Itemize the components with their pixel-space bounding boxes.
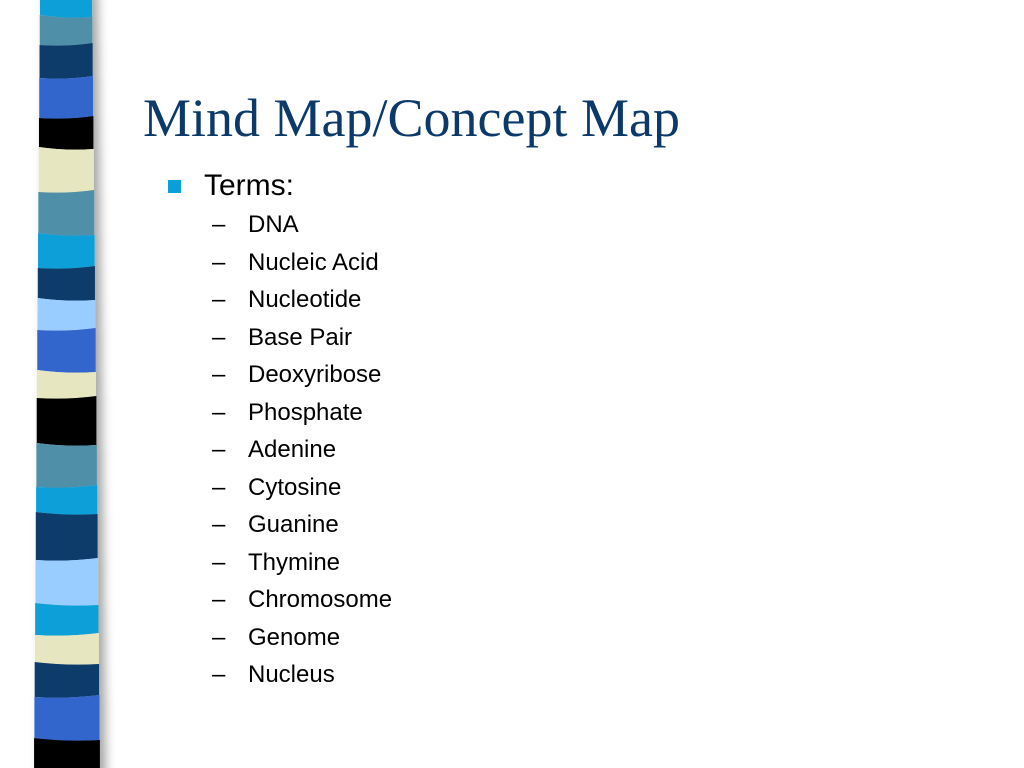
dash-icon: – (212, 586, 226, 613)
dash-icon: – (212, 623, 226, 651)
term-label: Guanine (248, 511, 339, 538)
term-label: Nucleic Acid (248, 248, 379, 276)
stripe-band (36, 485, 97, 515)
stripe-band (36, 512, 98, 561)
stripe-band (35, 558, 98, 606)
stripe-band (40, 0, 92, 18)
term-label: Nucleus (248, 661, 335, 688)
dash-icon: – (212, 473, 226, 501)
dash-icon: – (212, 248, 226, 276)
term-label: Adenine (248, 436, 337, 463)
dash-icon: – (212, 361, 226, 388)
stripe-band (35, 633, 99, 665)
dash-icon: – (212, 436, 226, 463)
square-bullet-icon (168, 180, 181, 193)
term-label: Deoxyribose (248, 361, 382, 388)
stripe-band (40, 15, 93, 46)
stripe-band (34, 695, 99, 741)
stripe-band (37, 370, 96, 399)
term-label: Thymine (248, 548, 341, 576)
stripe-band (38, 298, 96, 331)
bullet-label: Terms: (204, 169, 294, 202)
stripe-band (35, 603, 98, 636)
dash-icon: – (212, 548, 226, 576)
stripe-band (38, 190, 94, 236)
term-label: Genome (248, 623, 341, 651)
dash-icon: – (212, 511, 226, 538)
stripe-band (39, 116, 93, 150)
term-label: Phosphate (248, 398, 363, 426)
stripe-band (34, 738, 100, 768)
dash-icon: – (212, 323, 226, 351)
term-label: Cytosine (248, 473, 342, 501)
dash-icon: – (212, 286, 226, 313)
dash-icon: – (212, 398, 226, 426)
decorative-stripe (0, 0, 120, 768)
stripe-band (39, 76, 93, 119)
term-label: Nucleotide (248, 286, 362, 313)
stripe-band (35, 662, 99, 698)
slide-title: Mind Map/Concept Map (143, 88, 680, 148)
dash-icon: – (212, 661, 226, 688)
stripe-band (39, 147, 94, 193)
stripe-band (38, 233, 95, 269)
dash-icon: – (212, 211, 226, 238)
stripe-band (40, 43, 93, 79)
stripe-band (37, 328, 95, 373)
term-label: Base Pair (248, 323, 353, 351)
stripe-band (38, 266, 95, 301)
term-label: Chromosome (248, 586, 393, 613)
stripe-band (36, 443, 96, 488)
term-label: DNA (248, 211, 299, 238)
stripe-band (37, 396, 97, 446)
